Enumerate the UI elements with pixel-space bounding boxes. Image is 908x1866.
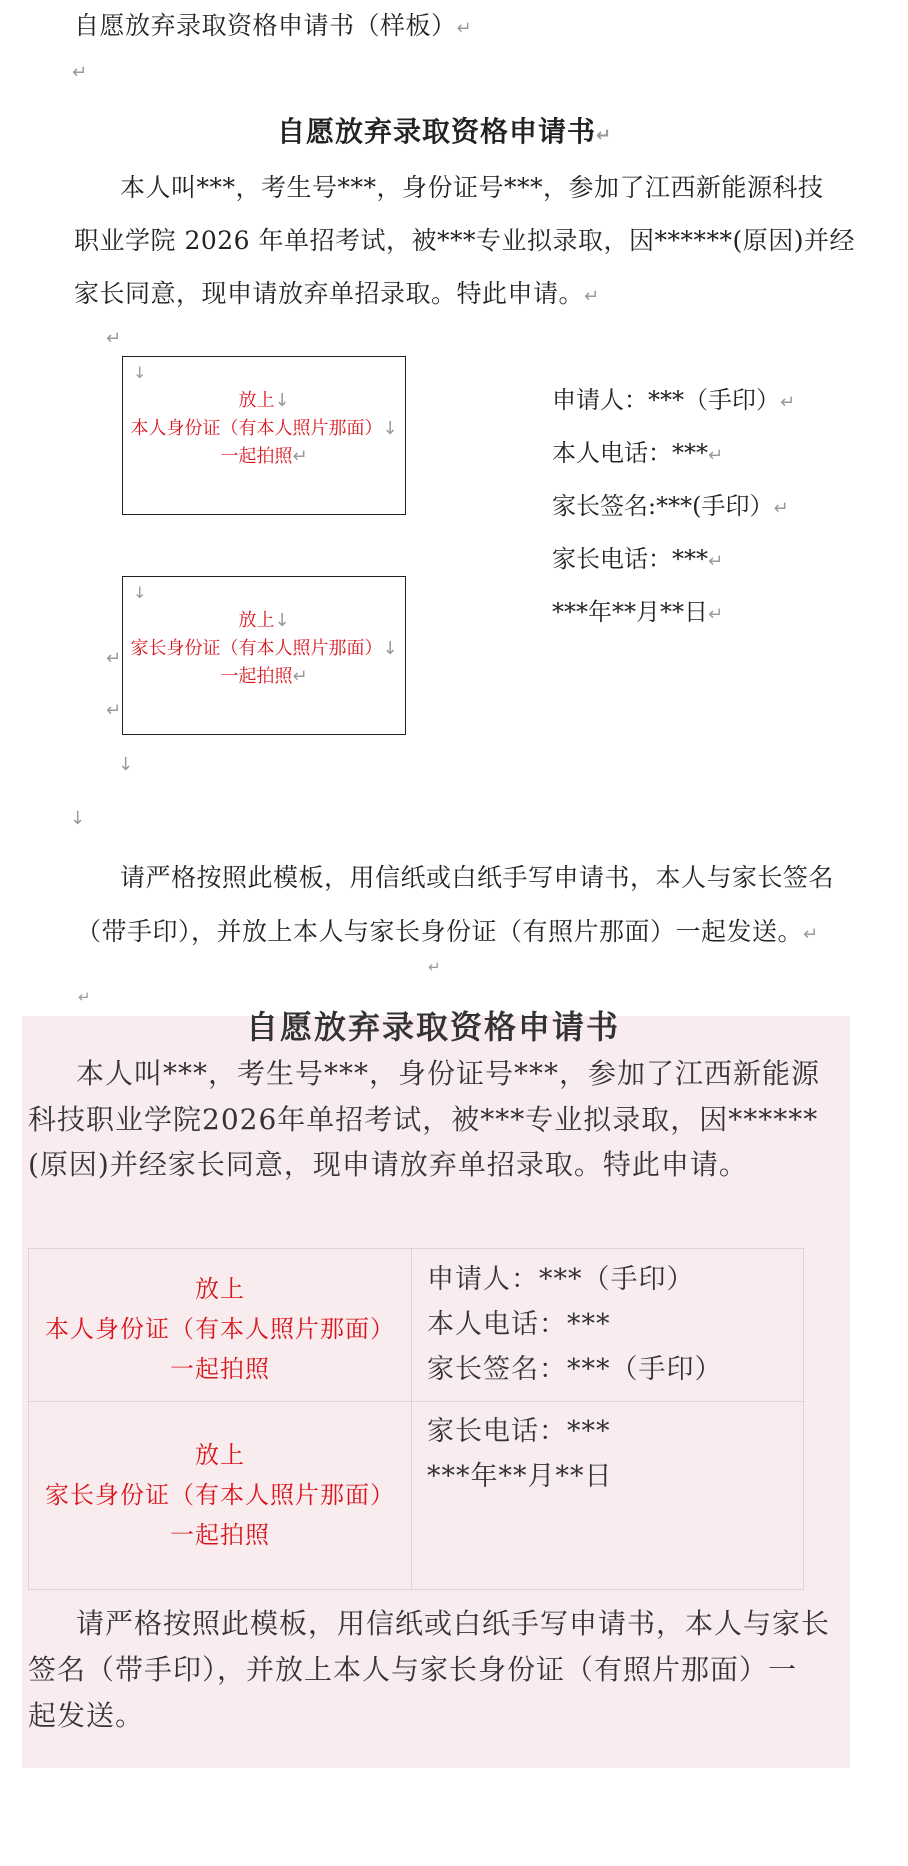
box-line-1	[123, 387, 405, 415]
cell-line: 申请人：***（手印）	[427, 1264, 695, 1295]
line-break-mark: ↓	[382, 418, 398, 439]
body-line-2: 职业学院 2026 年单招考试，被***专业拟录取，因******(原因)并经	[74, 226, 856, 255]
paragraph-mark: ↵	[708, 551, 724, 572]
id-photo-box-parent	[122, 576, 406, 735]
box-line-text: 一起拍照	[220, 666, 293, 687]
paragraph-mark: ↵	[596, 125, 613, 146]
signature-applicant	[552, 380, 795, 415]
paragraph-mark: ↵	[708, 604, 724, 625]
paragraph-mark: ↵	[106, 648, 122, 669]
table-cell-applicant-id	[29, 1269, 411, 1389]
box-line-text: 家长身份证（有本人照片那面）	[130, 638, 383, 659]
table-cell-parent-id	[29, 1435, 411, 1555]
page-title-text: 自愿放弃录取资格申请书	[277, 115, 597, 148]
document-heading-text: 自愿放弃录取资格申请书（样板）	[74, 11, 457, 40]
line-break-mark: ↓	[274, 610, 290, 631]
line-break-mark: ↓	[274, 390, 290, 411]
signature-parent-phone	[552, 539, 723, 574]
page-title	[277, 110, 612, 150]
cell-line: 家长电话：***	[427, 1416, 611, 1447]
box-line-3	[123, 663, 405, 691]
cell-line: 放上	[195, 1275, 245, 1303]
line-break-mark: ↓	[70, 808, 86, 829]
body-line-1: 本人叫***，考生号***，身份证号***，参加了江西新能源科技	[120, 173, 824, 202]
cell-line: 一起拍照	[170, 1355, 270, 1383]
cell-line: ***年**月**日	[427, 1461, 613, 1492]
paragraph-mark: ↵	[780, 392, 796, 413]
cell-line: 放上	[195, 1441, 245, 1469]
notice-line-1: 请严格按照此模板，用信纸或白纸手写申请书，本人与家长签名	[120, 863, 835, 892]
signature-text: 申请人：***（手印）	[552, 386, 780, 414]
notice-line-2-text: （带手印），并放上本人与家长身份证（有照片那面）一起发送。	[76, 917, 804, 946]
cell-line: 一起拍照	[170, 1521, 270, 1549]
preview-title: 自愿放弃录取资格申请书	[246, 1008, 621, 1046]
box-line-1	[123, 607, 405, 635]
paragraph-mark: ↵	[456, 18, 473, 39]
paragraph-mark: ↵	[106, 700, 122, 721]
line-break-mark: ↓	[133, 363, 147, 382]
table-divider-vertical	[411, 1249, 412, 1589]
id-photo-box-applicant	[122, 356, 406, 515]
line-break-mark: ↓	[118, 754, 134, 775]
signature-text: ***年**月**日	[552, 598, 708, 626]
table-cell-applicant-sign	[427, 1257, 723, 1392]
cell-line: 家长签名：***（手印）	[427, 1354, 723, 1385]
preview-notice-line-3: 起发送。	[28, 1699, 145, 1732]
preview-body-line-2: 科技职业学院2026年单招考试，被***专业拟录取，因******	[28, 1103, 819, 1136]
line-break-mark: ↓	[382, 638, 398, 659]
line-break-mark: ↓	[133, 583, 147, 602]
paragraph-mark: ↵	[708, 445, 724, 466]
box-line-text: 一起拍照	[220, 446, 293, 467]
table-cell-parent-sign	[427, 1409, 613, 1499]
preview-table	[28, 1248, 804, 1590]
paragraph-mark: ↵	[292, 446, 308, 467]
cell-line: 家长身份证（有本人照片那面）	[45, 1481, 395, 1509]
paragraph-mark: ↵	[428, 958, 441, 976]
cell-line: 本人身份证（有本人照片那面）	[45, 1315, 395, 1343]
preview-body-line-1: 本人叫***，考生号***，身份证号***，参加了江西新能源	[76, 1057, 821, 1090]
paragraph-mark: ↵	[78, 988, 91, 1006]
box-line-2	[123, 635, 405, 663]
body-line-3-text: 家长同意，现申请放弃单招录取。特此申请。	[74, 279, 585, 308]
paragraph-mark: ↵	[106, 328, 122, 349]
document-heading	[74, 6, 472, 42]
box-line-2	[123, 415, 405, 443]
preview-notice-line-1: 请严格按照此模板，用信纸或白纸手写申请书，本人与家长	[76, 1607, 831, 1640]
paragraph-mark: ↵	[773, 498, 789, 519]
cell-line: 本人电话：***	[427, 1309, 611, 1340]
preview-body-line-3: (原因)并经家长同意，现申请放弃单招录取。特此申请。	[28, 1148, 748, 1181]
paragraph-mark: ↵	[72, 62, 88, 83]
box-line-text: 放上	[238, 390, 275, 411]
box-line-text: 放上	[238, 610, 275, 631]
preview-notice-line-2: 签名（带手印），并放上本人与家长身份证（有照片那面）一	[28, 1653, 798, 1686]
table-divider-horizontal	[29, 1401, 803, 1402]
signature-text: 本人电话：***	[552, 439, 708, 467]
box-line-3	[123, 443, 405, 471]
notice-line-2	[76, 912, 819, 948]
signature-parent	[552, 486, 789, 521]
signature-phone	[552, 433, 723, 468]
signature-text: 家长电话：***	[552, 545, 708, 573]
signature-text: 家长签名:***(手印）	[552, 492, 774, 520]
paragraph-mark: ↵	[584, 286, 600, 307]
body-line-3	[74, 274, 600, 310]
paragraph-mark: ↵	[292, 666, 308, 687]
signature-date	[552, 592, 723, 627]
box-line-text: 本人身份证（有本人照片那面）	[130, 418, 383, 439]
paragraph-mark: ↵	[803, 924, 819, 945]
